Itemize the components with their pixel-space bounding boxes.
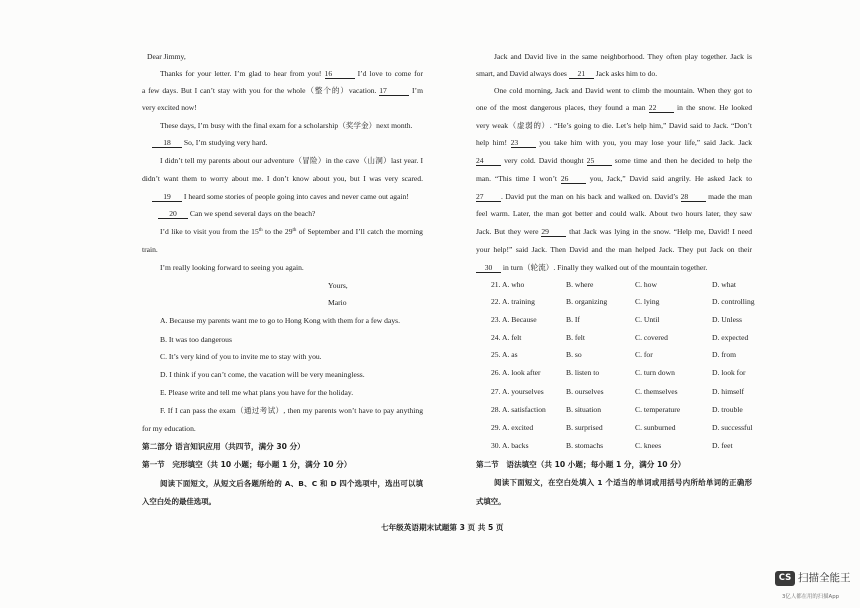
option-a	[491, 441, 529, 451]
option-b: B. felt	[566, 333, 585, 342]
option-a	[491, 405, 546, 415]
line-text: Jack asks him to do.	[595, 69, 658, 78]
blank-20: 20	[158, 209, 188, 219]
passage-line: One cold morning, Jack and David went to climb the mountain. When they got to	[494, 86, 752, 95]
option-row	[491, 368, 757, 378]
ordinal-suffix: th	[292, 228, 297, 233]
option-d: D. trouble	[712, 405, 743, 414]
option-d: D. from	[712, 350, 737, 359]
option-row	[491, 315, 757, 325]
option-a-text: A. excited	[501, 423, 534, 432]
line-text: you take him with you, you may lose your life,” said Jack. Jack	[539, 138, 752, 147]
blank-27: 27	[476, 192, 501, 202]
option-b: B. situation	[566, 405, 602, 414]
option-row	[491, 387, 757, 397]
option-d: D. himself	[712, 387, 745, 396]
scanner-brand: 扫描全能王	[798, 572, 851, 584]
option-row	[491, 423, 757, 433]
section-heading: 第二节 语法填空（共 10 小题；每小题 1 分，满分 10 分）	[476, 460, 686, 469]
option-a-text: A. look after	[501, 368, 541, 377]
question-number: 23.	[491, 315, 501, 324]
option-c: C. temperature	[635, 405, 681, 414]
letter-line	[160, 69, 423, 79]
choice-e: E. Please write and tell me what plans you have for the holiday.	[160, 388, 354, 397]
option-row	[491, 350, 757, 360]
line-text: Jack. But they were	[476, 227, 539, 236]
part-heading: 第二部分 语言知识应用（共四节，满分 30 分）	[142, 442, 305, 451]
passage-line	[476, 69, 657, 79]
line-text: in the snow. He looked	[677, 103, 752, 112]
option-row	[491, 280, 757, 290]
option-a	[491, 333, 521, 343]
line-text: made the man	[708, 192, 752, 201]
option-a	[491, 350, 518, 360]
letter-signature: Mario	[328, 298, 347, 307]
passage-line	[476, 174, 752, 184]
blank-28: 28	[681, 192, 706, 202]
passage-line	[476, 156, 752, 166]
section-heading: 第一节 完形填空（共 10 小题；每小题 1 分，满分 10 分）	[142, 460, 352, 469]
line-text: I’m	[412, 86, 423, 95]
page-footer: 七年级英语期末试题第 3 页 共 5 页	[381, 523, 504, 532]
passage-line	[476, 192, 752, 202]
question-number: 24.	[491, 333, 501, 342]
option-d: D. feet	[712, 441, 733, 450]
letter-line	[158, 209, 315, 219]
letter-line	[142, 86, 423, 96]
line-text: in turn（轮流）. Finally they walked out of the mountain together.	[502, 263, 708, 272]
section-instruction-continued: 入空白处的最佳选项。	[142, 497, 216, 506]
blank-21: 21	[569, 69, 594, 79]
question-number: 27.	[491, 387, 501, 396]
letter-line: very excited now!	[142, 103, 197, 112]
option-c: C. sunburned	[635, 423, 676, 432]
line-text: Thanks for your letter. I’m glad to hear from you!	[160, 69, 322, 78]
option-b: B. surprised	[566, 423, 603, 432]
blank-25: 25	[587, 156, 612, 166]
line-text: I heard some stories of people going into caves and never came out again!	[183, 192, 409, 201]
line-text: some time and then he decided to help the	[614, 156, 752, 165]
question-number: 28.	[491, 405, 501, 414]
letter-line: I’m really looking forward to seeing you again.	[160, 263, 304, 272]
option-b: B. ourselves	[566, 387, 604, 396]
line-text: very cold. David thought	[504, 156, 584, 165]
option-a	[491, 423, 533, 433]
option-a-text: A. felt	[501, 333, 522, 342]
option-b: B. so	[566, 350, 582, 359]
option-c: C. covered	[635, 333, 668, 342]
blank-16: 16	[325, 69, 355, 79]
option-c: C. turn down	[635, 368, 675, 377]
option-a	[491, 368, 541, 378]
question-number: 26.	[491, 368, 501, 377]
ordinal-suffix: th	[258, 228, 263, 233]
question-number: 25.	[491, 350, 501, 359]
letter-line	[152, 192, 409, 202]
option-a-text: A. yourselves	[501, 387, 544, 396]
option-c: C. how	[635, 280, 657, 289]
passage-line	[476, 103, 752, 113]
line-text: I’d love to come for	[357, 69, 423, 78]
blank-30: 30	[476, 263, 501, 273]
blank-19: 19	[152, 192, 182, 202]
option-a-text: A. as	[501, 350, 518, 359]
section-instruction-continued: 式填空。	[476, 497, 506, 506]
option-b: B. If	[566, 315, 580, 324]
line-text: you, Jack,” David said angrily. He asked Jack to	[589, 174, 752, 183]
option-b: B. organizing	[566, 297, 608, 306]
scanner-tagline: 3亿人都在用的扫描App	[782, 594, 840, 600]
question-number: 29.	[491, 423, 501, 432]
option-b: B. listen to	[566, 368, 600, 377]
choice-c: C. It’s very kind of you to invite me to stay with you.	[160, 352, 322, 361]
passage-line	[476, 227, 752, 237]
letter-greeting: Dear Jimmy,	[147, 52, 186, 61]
option-d: D. Unless	[712, 315, 742, 324]
passage-line: Jack and David live in the same neighborhood. They often play together. Jack is	[494, 52, 752, 61]
option-c: C. Until	[635, 315, 660, 324]
line-text: I’d like to visit you from the 15	[160, 227, 259, 236]
option-a-text: A. backs	[501, 441, 529, 450]
passage-line	[476, 138, 752, 148]
option-c: C. knees	[635, 441, 662, 450]
option-b: B. stomachs	[566, 441, 604, 450]
question-number: 30.	[491, 441, 501, 450]
line-text: help him!	[476, 138, 508, 147]
letter-closing: Yours,	[328, 281, 348, 290]
option-row	[491, 297, 757, 307]
letter-line: train.	[142, 245, 158, 254]
letter-line: These days, I’m busy with the final exam for a scholarship（奖学金）next month.	[160, 121, 413, 130]
section-instruction: 阅读下面短文，从短文后各题所给的 A、B、C 和 D 四个选项中，选出可以填	[160, 479, 423, 488]
blank-17: 17	[379, 86, 409, 96]
letter-line: didn’t want them to worry about me. I don’t know about you, but I was very scared.	[142, 174, 423, 183]
option-row	[491, 441, 757, 451]
option-row	[491, 333, 757, 343]
option-c: C. themselves	[635, 387, 678, 396]
option-a	[491, 315, 537, 325]
line-text: to the 29	[265, 227, 293, 236]
blank-22: 22	[649, 103, 674, 113]
option-c: C. lying	[635, 297, 660, 306]
blank-26: 26	[561, 174, 586, 184]
option-d: D. successful	[712, 423, 753, 432]
letter-line: I didn’t tell my parents about our adventure（冒险）in the cave（山洞）last year. I	[160, 156, 423, 165]
option-a-text: A. satisfaction	[501, 405, 546, 414]
option-a-text: A. Because	[501, 315, 537, 324]
line-text: of September and I’ll catch the morning	[298, 227, 423, 236]
question-number: 22.	[491, 297, 501, 306]
choice-b: B. It was too dangerous	[160, 335, 232, 344]
option-b: B. where	[566, 280, 594, 289]
option-a	[491, 387, 544, 397]
option-d: D. look for	[712, 368, 746, 377]
line-text: smart, and David always does	[476, 69, 567, 78]
line-text: a few days. But I can’t stay with you for the whole（整个的）vacation.	[142, 86, 377, 95]
line-text: man. “This time I won’t	[476, 174, 557, 183]
line-text: Can we spend several days on the beach?	[189, 209, 316, 218]
option-d: D. controlling	[712, 297, 755, 306]
option-a-text: A. training	[501, 297, 535, 306]
option-row	[491, 405, 757, 415]
blank-23: 23	[511, 138, 536, 148]
line-text: So, I’m studying very hard.	[183, 138, 268, 147]
passage-line	[476, 263, 707, 273]
blank-29: 29	[541, 227, 566, 237]
choice-f-continued: for my education.	[142, 424, 196, 433]
option-a	[491, 280, 524, 290]
blank-24: 24	[476, 156, 501, 166]
choice-a: A. Because my parents want me to go to Hong Kong with them for a few days.	[160, 316, 400, 325]
question-number: 21.	[491, 280, 501, 289]
passage-line: very weak（虚弱的）. “He’s going to die. Let’s help him,” David said to Jack. “Don’t	[476, 121, 752, 130]
blank-18: 18	[152, 138, 182, 148]
option-c: C. for	[635, 350, 653, 359]
option-a-text: A. who	[501, 280, 525, 289]
section-instruction: 阅读下面短文，在空白处填入 1 个适当的单词或用括号内所给单词的正确形	[494, 478, 752, 487]
choice-f: F. If I can pass the exam（通过考试）, then my parents won’t have to pay anything	[160, 406, 423, 415]
line-text: . David put the man on his back and walked on. David’s	[501, 192, 679, 201]
passage-line: your help!” said Jack. Then David and the man helped Jack. They put Jack on their	[476, 245, 752, 254]
option-a	[491, 297, 535, 307]
passage-line: feel warm. Later, the man got better and could walk. About two hours later, they saw	[476, 209, 752, 218]
letter-line	[160, 227, 423, 237]
line-text: one of the most dangerous places, they found a man	[476, 103, 646, 112]
option-d: D. expected	[712, 333, 749, 342]
line-text: that Jack was lying in the snow. “Help me, David! I need	[569, 227, 753, 236]
choice-d: D. I think if you can’t come, the vacation will be very meaningless.	[160, 370, 365, 379]
option-d: D. what	[712, 280, 737, 289]
letter-line	[152, 138, 267, 148]
scanner-logo-icon: CS	[775, 571, 795, 586]
